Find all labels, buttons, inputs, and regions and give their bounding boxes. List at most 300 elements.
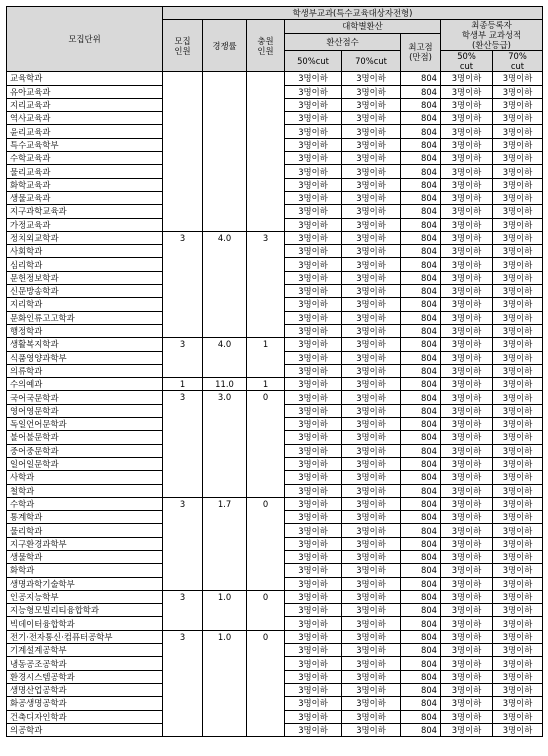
- max-score-cell: 804: [401, 152, 441, 165]
- max-score-cell: 804: [401, 72, 441, 85]
- final-50-cell: 3명이하: [441, 404, 493, 417]
- conv-50-cell: 3명이하: [285, 484, 342, 497]
- final-70-cell: 3명이하: [493, 431, 543, 444]
- conv-70-cell: 3명이하: [342, 324, 401, 337]
- dept-name: 수학교육과: [7, 152, 163, 165]
- final-70-cell: 3명이하: [493, 630, 543, 643]
- final-70-cell: 3명이하: [493, 138, 543, 151]
- final-70-cell: 3명이하: [493, 271, 543, 284]
- final-50-cell: 3명이하: [441, 617, 493, 630]
- final-70-cell: 3명이하: [493, 683, 543, 696]
- final-70-cell: 3명이하: [493, 697, 543, 710]
- conv-50-cell: 3명이하: [285, 112, 342, 125]
- max-score-cell: 804: [401, 457, 441, 470]
- conv-70-cell: 3명이하: [342, 205, 401, 218]
- conv-70-cell: 3명이하: [342, 231, 401, 244]
- max-score-cell: 804: [401, 630, 441, 643]
- conv-50-cell: 3명이하: [285, 338, 342, 351]
- conv-50-cell: 3명이하: [285, 683, 342, 696]
- max-score-cell: 804: [401, 710, 441, 723]
- conv-50-cell: 3명이하: [285, 138, 342, 151]
- final-70-cell: 3명이하: [493, 537, 543, 550]
- final-70-cell: 3명이하: [493, 577, 543, 590]
- conv-70-cell: 3명이하: [342, 457, 401, 470]
- conv-70-cell: 3명이하: [342, 590, 401, 603]
- max-score-cell: 804: [401, 191, 441, 204]
- conv-50-cell: 3명이하: [285, 630, 342, 643]
- admission-table-container: [6, 6, 543, 737]
- dept-name: 문화인류고고학과: [7, 311, 163, 324]
- final-70-cell: 3명이하: [493, 511, 543, 524]
- final-50-cell: 3명이하: [441, 85, 493, 98]
- conv-70-cell: 3명이하: [342, 657, 401, 670]
- max-score-cell: 804: [401, 590, 441, 603]
- conv-50-cell: 3명이하: [285, 710, 342, 723]
- final-70-cell: 3명이하: [493, 152, 543, 165]
- header-conv-score: 환산점수: [285, 33, 401, 51]
- final-70-cell: 3명이하: [493, 85, 543, 98]
- max-score-cell: 804: [401, 351, 441, 364]
- final-70-cell: 3명이하: [493, 670, 543, 683]
- final-50-cell: 3명이하: [441, 630, 493, 643]
- dept-name: 지능형모빌리티융합학과: [7, 604, 163, 617]
- final-70-cell: 3명이하: [493, 404, 543, 417]
- dept-name: 특수교육학부: [7, 138, 163, 151]
- max-score-cell: 804: [401, 324, 441, 337]
- dept-name: 유아교육과: [7, 85, 163, 98]
- final-50-cell: 3명이하: [441, 564, 493, 577]
- final-50-cell: 3명이하: [441, 670, 493, 683]
- final-70-cell: 3명이하: [493, 364, 543, 377]
- conv-70-cell: 3명이하: [342, 338, 401, 351]
- conv-50-cell: 3명이하: [285, 617, 342, 630]
- quota-cell: 3: [163, 231, 203, 337]
- conv-50-cell: 3명이하: [285, 364, 342, 377]
- final-70-cell: 3명이하: [493, 590, 543, 603]
- max-score-cell: 804: [401, 723, 441, 736]
- final-70-cell: 3명이하: [493, 311, 543, 324]
- extra-cell: 1: [247, 338, 285, 378]
- competition-cell: 1.7: [203, 497, 247, 590]
- conv-70-cell: 3명이하: [342, 72, 401, 85]
- conv-70-cell: 3명이하: [342, 298, 401, 311]
- extra-cell: 0: [247, 590, 285, 630]
- competition-cell: 1.0: [203, 590, 247, 630]
- final-70-cell: 3명이하: [493, 125, 543, 138]
- final-50-cell: 3명이하: [441, 231, 493, 244]
- dept-name: 신문방송학과: [7, 285, 163, 298]
- extra-cell: 3: [247, 231, 285, 337]
- final-50-cell: 3명이하: [441, 112, 493, 125]
- conv-50-cell: 3명이하: [285, 444, 342, 457]
- dept-name: 의공학과: [7, 723, 163, 736]
- final-50-cell: 3명이하: [441, 537, 493, 550]
- conv-50-cell: 3명이하: [285, 245, 342, 258]
- final-70-cell: 3명이하: [493, 657, 543, 670]
- max-score-cell: 804: [401, 271, 441, 284]
- conv-70-cell: 3명이하: [342, 351, 401, 364]
- final-50-cell: 3명이하: [441, 577, 493, 590]
- conv-50-cell: 3명이하: [285, 152, 342, 165]
- extra-cell: 0: [247, 497, 285, 590]
- final-50-cell: 3명이하: [441, 298, 493, 311]
- final-70-cell: 3명이하: [493, 524, 543, 537]
- max-score-cell: 804: [401, 537, 441, 550]
- competition-cell: 4.0: [203, 231, 247, 337]
- header-f50: 50% cut: [441, 51, 493, 72]
- dept-name: 화학교육과: [7, 178, 163, 191]
- dept-name: 심리학과: [7, 258, 163, 271]
- dept-name: 국어국문학과: [7, 391, 163, 404]
- max-score-cell: 804: [401, 617, 441, 630]
- competition-cell: 3.0: [203, 391, 247, 497]
- conv-70-cell: 3명이하: [342, 683, 401, 696]
- final-70-cell: 3명이하: [493, 564, 543, 577]
- conv-70-cell: 3명이하: [342, 630, 401, 643]
- max-score-cell: 804: [401, 657, 441, 670]
- conv-50-cell: 3명이하: [285, 85, 342, 98]
- dept-name: 사회학과: [7, 245, 163, 258]
- final-70-cell: 3명이하: [493, 338, 543, 351]
- dept-name: 생물학과: [7, 550, 163, 563]
- dept-name: 윤리교육과: [7, 125, 163, 138]
- final-50-cell: 3명이하: [441, 511, 493, 524]
- conv-50-cell: 3명이하: [285, 351, 342, 364]
- final-50-cell: 3명이하: [441, 218, 493, 231]
- final-50-cell: 3명이하: [441, 710, 493, 723]
- conv-50-cell: 3명이하: [285, 285, 342, 298]
- max-score-cell: 804: [401, 338, 441, 351]
- final-70-cell: 3명이하: [493, 617, 543, 630]
- final-70-cell: 3명이하: [493, 245, 543, 258]
- conv-70-cell: 3명이하: [342, 271, 401, 284]
- conv-70-cell: 3명이하: [342, 577, 401, 590]
- table-body: [7, 72, 543, 737]
- conv-70-cell: 3명이하: [342, 710, 401, 723]
- final-70-cell: 3명이하: [493, 351, 543, 364]
- conv-70-cell: 3명이하: [342, 112, 401, 125]
- max-score-cell: 804: [401, 218, 441, 231]
- final-50-cell: 3명이하: [441, 418, 493, 431]
- dept-name: 철학과: [7, 484, 163, 497]
- quota-cell: [163, 72, 203, 232]
- conv-50-cell: 3명이하: [285, 577, 342, 590]
- conv-70-cell: 3명이하: [342, 644, 401, 657]
- conv-70-cell: 3명이하: [342, 138, 401, 151]
- max-score-cell: 804: [401, 98, 441, 111]
- conv-50-cell: 3명이하: [285, 524, 342, 537]
- quota-cell: 3: [163, 630, 203, 736]
- conv-50-cell: 3명이하: [285, 431, 342, 444]
- quota-cell: 3: [163, 391, 203, 497]
- conv-70-cell: 3명이하: [342, 723, 401, 736]
- max-score-cell: 804: [401, 471, 441, 484]
- dept-name: 통계학과: [7, 511, 163, 524]
- conv-70-cell: 3명이하: [342, 378, 401, 391]
- dept-name: 지리학과: [7, 298, 163, 311]
- max-score-cell: 804: [401, 604, 441, 617]
- conv-70-cell: 3명이하: [342, 218, 401, 231]
- max-score-cell: 804: [401, 112, 441, 125]
- dept-name: 지구과학교육과: [7, 205, 163, 218]
- final-70-cell: 3명이하: [493, 98, 543, 111]
- dept-name: 불어불문학과: [7, 431, 163, 444]
- admission-results-table: [6, 6, 543, 737]
- conv-50-cell: 3명이하: [285, 564, 342, 577]
- dept-name: 생활복지학과: [7, 338, 163, 351]
- table-row: [7, 391, 543, 404]
- conv-70-cell: 3명이하: [342, 484, 401, 497]
- final-70-cell: 3명이하: [493, 391, 543, 404]
- final-50-cell: 3명이하: [441, 178, 493, 191]
- conv-70-cell: 3명이하: [342, 670, 401, 683]
- conv-50-cell: 3명이하: [285, 511, 342, 524]
- conv-70-cell: 3명이하: [342, 85, 401, 98]
- table-header: [7, 7, 543, 72]
- final-50-cell: 3명이하: [441, 723, 493, 736]
- conv-50-cell: 3명이하: [285, 311, 342, 324]
- table-row: [7, 72, 543, 85]
- conv-50-cell: 3명이하: [285, 457, 342, 470]
- conv-70-cell: 3명이하: [342, 98, 401, 111]
- max-score-cell: 804: [401, 205, 441, 218]
- max-score-cell: 804: [401, 178, 441, 191]
- conv-50-cell: 3명이하: [285, 471, 342, 484]
- competition-cell: 1.0: [203, 630, 247, 736]
- conv-70-cell: 3명이하: [342, 364, 401, 377]
- conv-50-cell: 3명이하: [285, 391, 342, 404]
- dept-name: 물리학과: [7, 524, 163, 537]
- dept-name: 사학과: [7, 471, 163, 484]
- header-p70: 70%cut: [342, 51, 401, 72]
- conv-50-cell: 3명이하: [285, 657, 342, 670]
- conv-50-cell: 3명이하: [285, 191, 342, 204]
- final-50-cell: 3명이하: [441, 524, 493, 537]
- final-70-cell: 3명이하: [493, 604, 543, 617]
- final-50-cell: 3명이하: [441, 205, 493, 218]
- max-score-cell: 804: [401, 364, 441, 377]
- final-50-cell: 3명이하: [441, 457, 493, 470]
- final-50-cell: 3명이하: [441, 351, 493, 364]
- dept-name: 생명산업공학과: [7, 683, 163, 696]
- conv-70-cell: 3명이하: [342, 391, 401, 404]
- final-70-cell: 3명이하: [493, 418, 543, 431]
- conv-70-cell: 3명이하: [342, 178, 401, 191]
- conv-50-cell: 3명이하: [285, 178, 342, 191]
- conv-50-cell: 3명이하: [285, 644, 342, 657]
- final-50-cell: 3명이하: [441, 285, 493, 298]
- final-50-cell: 3명이하: [441, 604, 493, 617]
- max-score-cell: 804: [401, 165, 441, 178]
- max-score-cell: 804: [401, 670, 441, 683]
- dept-name: 화공생명공학과: [7, 697, 163, 710]
- conv-70-cell: 3명이하: [342, 497, 401, 510]
- dept-name: 지리교육과: [7, 98, 163, 111]
- final-50-cell: 3명이하: [441, 391, 493, 404]
- conv-50-cell: 3명이하: [285, 378, 342, 391]
- final-50-cell: 3명이하: [441, 497, 493, 510]
- conv-70-cell: 3명이하: [342, 245, 401, 258]
- final-70-cell: 3명이하: [493, 710, 543, 723]
- max-score-cell: 804: [401, 511, 441, 524]
- dept-name: 문헌정보학과: [7, 271, 163, 284]
- conv-50-cell: 3명이하: [285, 218, 342, 231]
- header-competition: 경쟁률: [203, 20, 247, 72]
- max-score-cell: 804: [401, 683, 441, 696]
- final-50-cell: 3명이하: [441, 644, 493, 657]
- dept-name: 일어일문학과: [7, 457, 163, 470]
- conv-70-cell: 3명이하: [342, 524, 401, 537]
- conv-50-cell: 3명이하: [285, 72, 342, 85]
- dept-name: 독일언어문학과: [7, 418, 163, 431]
- max-score-cell: 804: [401, 524, 441, 537]
- dept-name: 기계설계공학부: [7, 644, 163, 657]
- final-70-cell: 3명이하: [493, 258, 543, 271]
- max-score-cell: 804: [401, 497, 441, 510]
- max-score-cell: 804: [401, 550, 441, 563]
- final-50-cell: 3명이하: [441, 683, 493, 696]
- header-extra: 충원 인원: [247, 20, 285, 72]
- dept-name: 수의예과: [7, 378, 163, 391]
- conv-70-cell: 3명이하: [342, 152, 401, 165]
- final-50-cell: 3명이하: [441, 165, 493, 178]
- final-70-cell: 3명이하: [493, 298, 543, 311]
- max-score-cell: 804: [401, 245, 441, 258]
- dept-name: 생명과학기술학부: [7, 577, 163, 590]
- conv-50-cell: 3명이하: [285, 604, 342, 617]
- conv-50-cell: 3명이하: [285, 537, 342, 550]
- final-50-cell: 3명이하: [441, 364, 493, 377]
- conv-50-cell: 3명이하: [285, 125, 342, 138]
- table-row: [7, 231, 543, 244]
- conv-70-cell: 3명이하: [342, 444, 401, 457]
- final-70-cell: 3명이하: [493, 231, 543, 244]
- max-score-cell: 804: [401, 484, 441, 497]
- max-score-cell: 804: [401, 577, 441, 590]
- quota-cell: 1: [163, 378, 203, 391]
- header-p50: 50%cut: [285, 51, 342, 72]
- extra-cell: 0: [247, 391, 285, 497]
- conv-70-cell: 3명이하: [342, 258, 401, 271]
- table-row: [7, 630, 543, 643]
- conv-50-cell: 3명이하: [285, 258, 342, 271]
- final-50-cell: 3명이하: [441, 311, 493, 324]
- final-70-cell: 3명이하: [493, 644, 543, 657]
- header-group: 학생부교과(특수교육대상자전형): [163, 7, 543, 20]
- conv-70-cell: 3명이하: [342, 697, 401, 710]
- max-score-cell: 804: [401, 258, 441, 271]
- final-70-cell: 3명이하: [493, 484, 543, 497]
- final-70-cell: 3명이하: [493, 218, 543, 231]
- final-50-cell: 3명이하: [441, 378, 493, 391]
- competition-cell: 4.0: [203, 338, 247, 378]
- dept-name: 교육학과: [7, 72, 163, 85]
- final-50-cell: 3명이하: [441, 152, 493, 165]
- dept-name: 물리교육과: [7, 165, 163, 178]
- max-score-cell: 804: [401, 644, 441, 657]
- final-50-cell: 3명이하: [441, 484, 493, 497]
- final-70-cell: 3명이하: [493, 550, 543, 563]
- conv-50-cell: 3명이하: [285, 497, 342, 510]
- final-50-cell: 3명이하: [441, 550, 493, 563]
- conv-70-cell: 3명이하: [342, 418, 401, 431]
- final-50-cell: 3명이하: [441, 657, 493, 670]
- conv-70-cell: 3명이하: [342, 617, 401, 630]
- conv-50-cell: 3명이하: [285, 205, 342, 218]
- dept-name: 환경시스템공학과: [7, 670, 163, 683]
- final-70-cell: 3명이하: [493, 378, 543, 391]
- conv-50-cell: 3명이하: [285, 590, 342, 603]
- final-50-cell: 3명이하: [441, 444, 493, 457]
- conv-50-cell: 3명이하: [285, 165, 342, 178]
- extra-cell: 0: [247, 630, 285, 736]
- max-score-cell: 804: [401, 697, 441, 710]
- conv-70-cell: 3명이하: [342, 311, 401, 324]
- header-max: 최고점 (만점): [401, 33, 441, 72]
- dept-name: 중어중문학과: [7, 444, 163, 457]
- header-univ-conv: 대학별환산: [285, 20, 441, 33]
- final-70-cell: 3명이하: [493, 165, 543, 178]
- max-score-cell: 804: [401, 138, 441, 151]
- conv-50-cell: 3명이하: [285, 298, 342, 311]
- final-70-cell: 3명이하: [493, 324, 543, 337]
- conv-50-cell: 3명이하: [285, 404, 342, 417]
- final-50-cell: 3명이하: [441, 72, 493, 85]
- dept-name: 화학과: [7, 564, 163, 577]
- conv-50-cell: 3명이하: [285, 550, 342, 563]
- conv-70-cell: 3명이하: [342, 537, 401, 550]
- conv-50-cell: 3명이하: [285, 697, 342, 710]
- header-f70: 70% cut: [493, 51, 543, 72]
- max-score-cell: 804: [401, 298, 441, 311]
- quota-cell: 3: [163, 590, 203, 630]
- final-50-cell: 3명이하: [441, 125, 493, 138]
- conv-50-cell: 3명이하: [285, 231, 342, 244]
- max-score-cell: 804: [401, 391, 441, 404]
- max-score-cell: 804: [401, 231, 441, 244]
- max-score-cell: 804: [401, 85, 441, 98]
- dept-name: 행정학과: [7, 324, 163, 337]
- max-score-cell: 804: [401, 378, 441, 391]
- max-score-cell: 804: [401, 285, 441, 298]
- max-score-cell: 804: [401, 431, 441, 444]
- dept-name: 의류학과: [7, 364, 163, 377]
- final-50-cell: 3명이하: [441, 697, 493, 710]
- conv-70-cell: 3명이하: [342, 471, 401, 484]
- max-score-cell: 804: [401, 418, 441, 431]
- conv-70-cell: 3명이하: [342, 285, 401, 298]
- conv-70-cell: 3명이하: [342, 125, 401, 138]
- header-quota: 모집 인원: [163, 20, 203, 72]
- conv-50-cell: 3명이하: [285, 670, 342, 683]
- conv-50-cell: 3명이하: [285, 324, 342, 337]
- max-score-cell: 804: [401, 125, 441, 138]
- final-50-cell: 3명이하: [441, 98, 493, 111]
- final-50-cell: 3명이하: [441, 271, 493, 284]
- final-50-cell: 3명이하: [441, 590, 493, 603]
- final-50-cell: 3명이하: [441, 138, 493, 151]
- conv-70-cell: 3명이하: [342, 604, 401, 617]
- conv-50-cell: 3명이하: [285, 98, 342, 111]
- max-score-cell: 804: [401, 444, 441, 457]
- final-50-cell: 3명이하: [441, 324, 493, 337]
- conv-70-cell: 3명이하: [342, 191, 401, 204]
- dept-name: 인공지능학부: [7, 590, 163, 603]
- dept-name: 수학과: [7, 497, 163, 510]
- max-score-cell: 804: [401, 404, 441, 417]
- final-70-cell: 3명이하: [493, 72, 543, 85]
- final-70-cell: 3명이하: [493, 178, 543, 191]
